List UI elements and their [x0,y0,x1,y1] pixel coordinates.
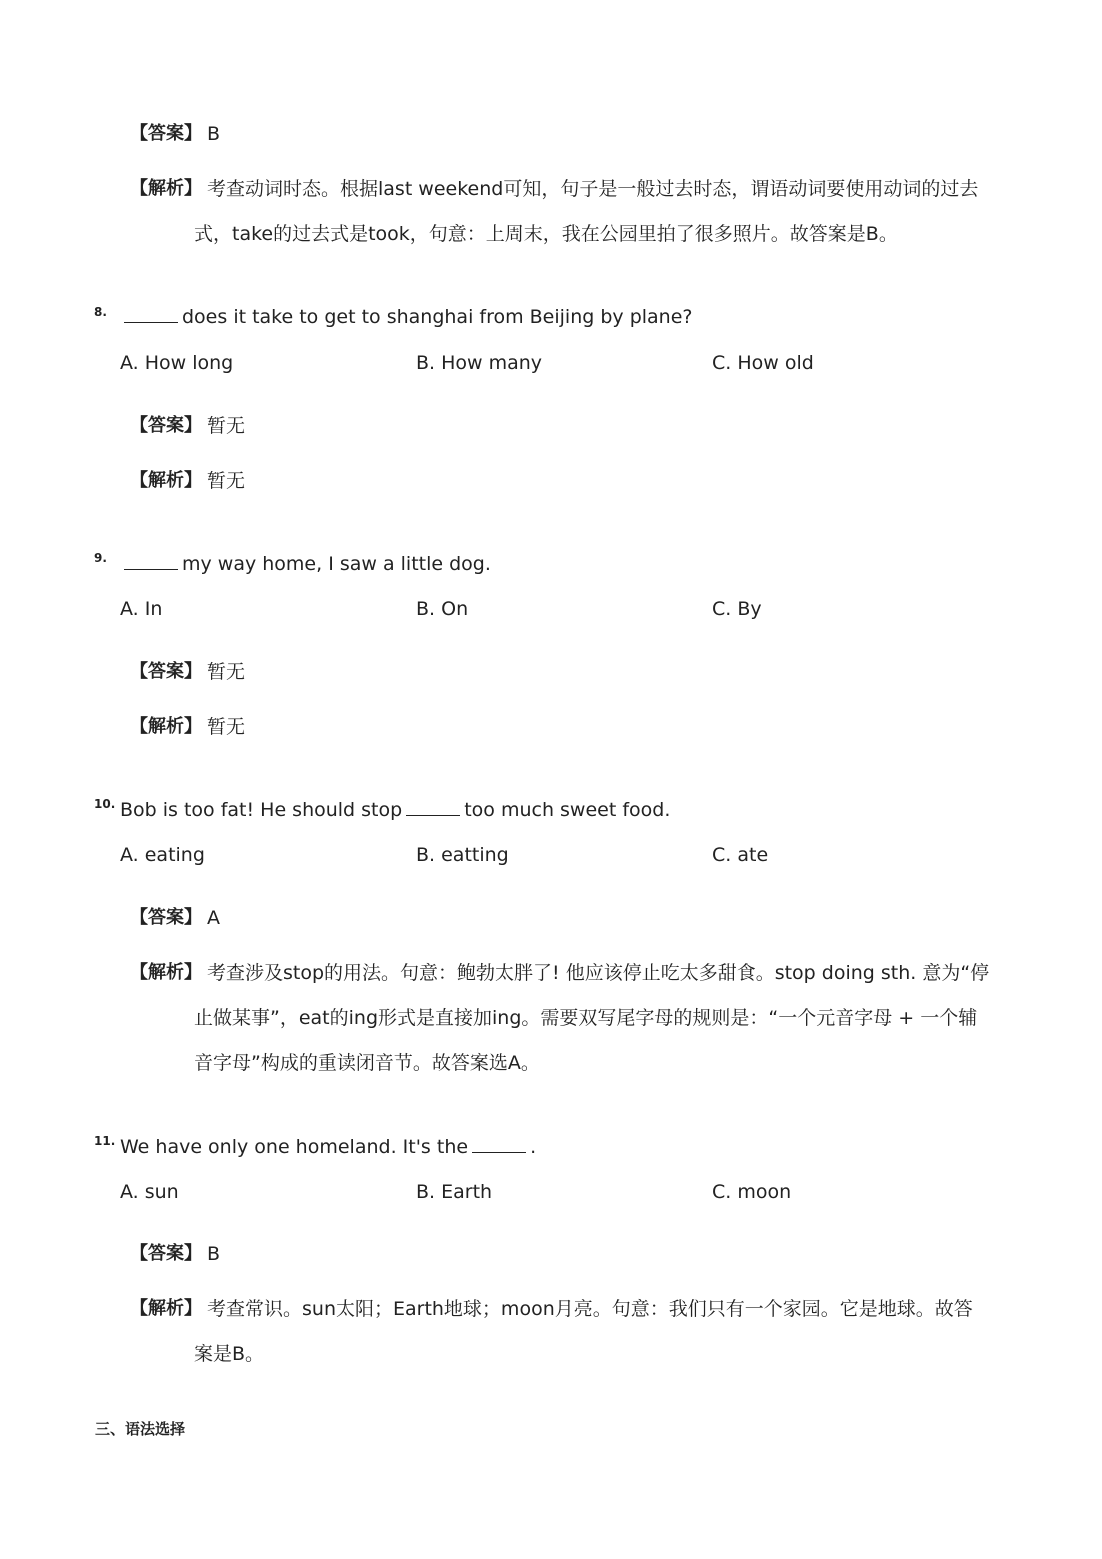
analysis-text-line: 止做某事”，eat的ing形式是直接加ing。需要双写尾字母的规则是：“一个元音字母 + 一个辅 [194,1007,978,1029]
analysis-text-line: 式，take的过去式是took，句意：上周末，我在公园里拍了很多照片。故答案是B。 [194,223,898,245]
question-stem: my way home, I saw a little dog. [120,551,491,577]
analysis-text-line: 考查常识。sun太阳；Earth地球；moon月亮。句意：我们只有一个家园。它是地球。故答 [207,1298,973,1320]
option-b: B. How many [416,352,543,374]
question-stem: does it take to get to shanghai from Beijing by plane? [120,304,693,330]
option-a: A. How long [120,352,234,374]
fill-blank [124,551,178,570]
analysis-tag: 【解析】 [130,470,202,491]
question-stem: Bob is too fat! He should stop too much sweet food. [120,799,671,821]
option-a: A. eating [120,844,205,866]
section-heading: 三、语法选择 [95,1420,186,1438]
fill-blank [124,304,178,323]
option-c: C. ate [712,844,769,866]
option-c: C. By [712,598,762,620]
answer-value: 暂无 [207,661,246,683]
option-c: C. moon [712,1181,792,1203]
answer-value: B [207,123,221,145]
option-a: A. sun [120,1181,179,1203]
analysis-tag: 【解析】 [130,716,202,737]
question-number: 10. [94,797,116,811]
analysis-text-line: 考查涉及stop的用法。句意：鲍勃太胖了! 他应该停止吃太多甜食。stop doing sth. 意为“停 [207,962,990,984]
analysis-tag: 【解析】 [130,1298,202,1319]
question-number: 11. [94,1134,116,1148]
analysis-text-line: 暂无 [207,470,246,492]
analysis-tag: 【解析】 [130,962,202,983]
fill-blank [472,1134,526,1153]
option-a: A. In [120,598,163,620]
analysis-text-line: 音字母”构成的重读闭音节。故答案选A。 [194,1052,540,1074]
option-c: C. How old [712,352,814,374]
fill-blank [406,797,460,816]
analysis-tag: 【解析】 [130,178,202,199]
question-stem: We have only one homeland. It's the . [120,1136,537,1158]
answer-tag: 【答案】 [130,1243,202,1264]
option-b: B. Earth [416,1181,493,1203]
question-number: 8. [94,305,107,319]
option-b: B. On [416,598,469,620]
analysis-text-line: 案是B。 [194,1343,265,1365]
analysis-text-line: 考查动词时态。根据last weekend可知，句子是一般过去时态，谓语动词要使用动词的过去 [207,178,979,200]
answer-tag: 【答案】 [130,415,202,436]
answer-value: A [207,907,220,929]
answer-tag: 【答案】 [130,907,202,928]
option-b: B. eatting [416,844,509,866]
answer-value: B [207,1243,221,1265]
question-number: 9. [94,551,107,565]
analysis-text-line: 暂无 [207,716,246,738]
answer-tag: 【答案】 [130,123,202,144]
answer-value: 暂无 [207,415,246,437]
answer-tag: 【答案】 [130,661,202,682]
